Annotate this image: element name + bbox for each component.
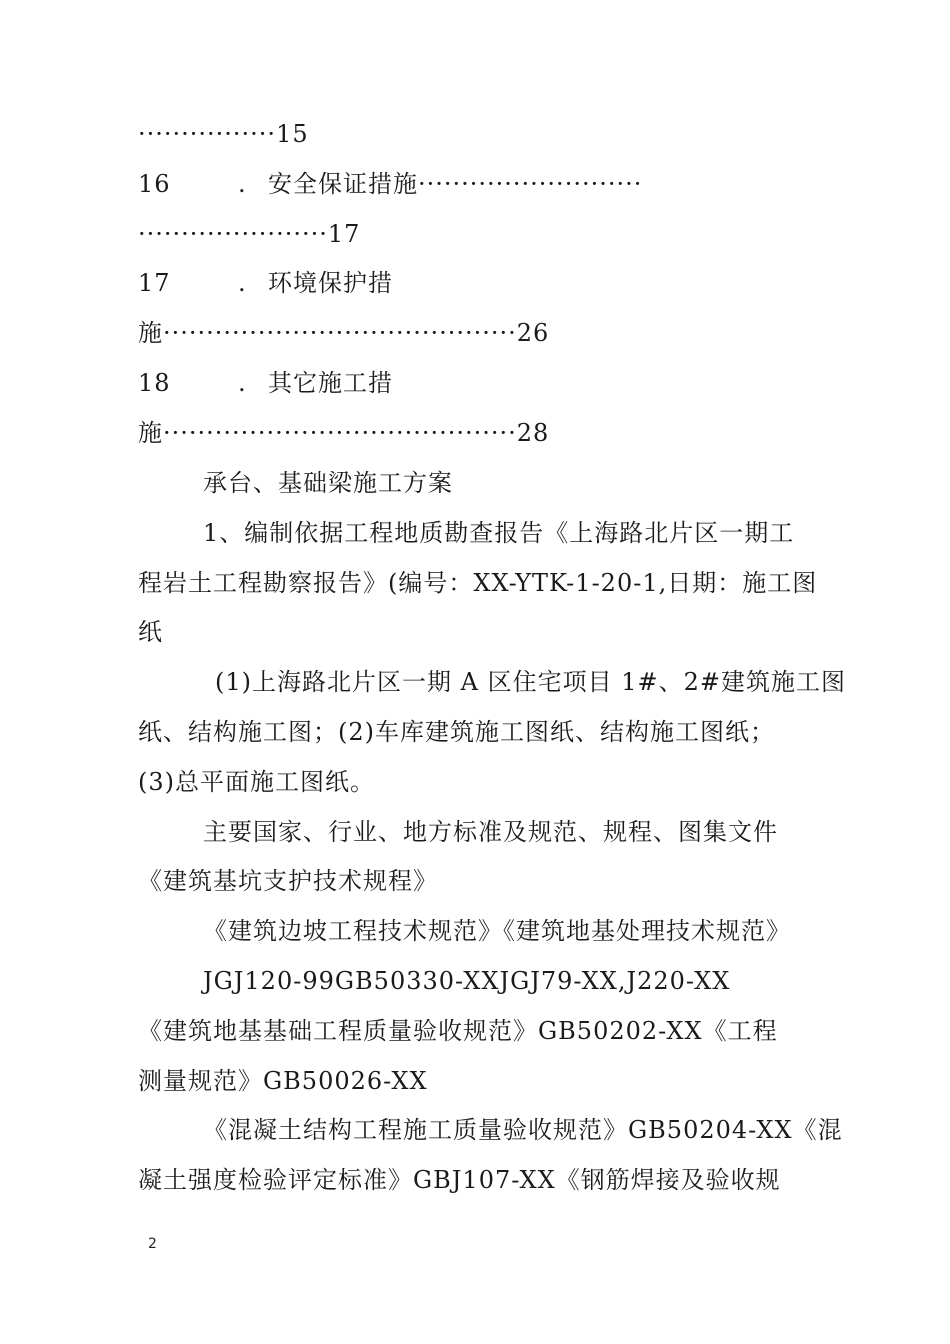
toc-item-dot: .	[238, 269, 247, 297]
toc-item-number: 17	[138, 269, 171, 297]
paragraph-line: 纸、结构施工图；(2)车库建筑施工图纸、结构施工图纸；	[138, 718, 775, 746]
toc-item-dot: .	[238, 369, 247, 397]
toc-item-18	[138, 368, 393, 398]
toc-item-title: 其它施工措	[268, 369, 393, 397]
paragraph-line: 《混凝土结构工程施工质量验收规范》GB50204-XX《混	[203, 1116, 843, 1144]
paragraph-line: (3)总平面施工图纸。	[138, 768, 375, 796]
paragraph-line: 测量规范》GB50026-XX	[138, 1067, 428, 1095]
page-number: 2	[148, 1236, 157, 1252]
paragraph-line: 《建筑边坡工程技术规范》《建筑地基处理技术规范》	[203, 917, 791, 945]
toc-item-title: 安全保证措施··························	[268, 170, 643, 198]
paragraph-line: 《建筑基坑支护技术规程》	[138, 867, 438, 895]
toc-item-title: 环境保护措	[268, 269, 393, 297]
paragraph-line: JGJ120-99GB50330-XXJGJ79-XX,J220-XX	[203, 967, 731, 995]
toc-continuation-15: ················15	[138, 120, 309, 148]
toc-item-dot: .	[238, 170, 247, 198]
toc-continuation-17: ······················17	[138, 220, 361, 248]
section-title: 承台、基础梁施工方案	[203, 469, 453, 497]
toc-item-number: 18	[138, 369, 171, 397]
paragraph-line: 主要国家、行业、地方标准及规范、规程、图集文件	[203, 818, 778, 846]
paragraph-line: 纸	[138, 618, 163, 646]
paragraph-line: (1)上海路北片区一期 A 区住宅项目 1#、2#建筑施工图	[215, 668, 846, 696]
toc-continuation-26: 施·········································26	[138, 319, 550, 347]
toc-item-16	[138, 169, 642, 199]
toc-continuation-28: 施·········································28	[138, 419, 550, 447]
toc-item-number: 16	[138, 170, 171, 198]
paragraph-line: 《建筑地基基础工程质量验收规范》GB50202-XX《工程	[138, 1017, 778, 1045]
paragraph-line: 凝土强度检验评定标准》GBJ107-XX《钢筋焊接及验收规	[138, 1166, 781, 1194]
toc-item-17	[138, 268, 393, 298]
paragraph-line: 1、编制依据工程地质勘查报告《上海路北片区一期工	[203, 519, 795, 547]
paragraph-line: 程岩土工程勘察报告》(编号：XX-YTK-1-20-1,日期：施工图	[138, 569, 818, 597]
